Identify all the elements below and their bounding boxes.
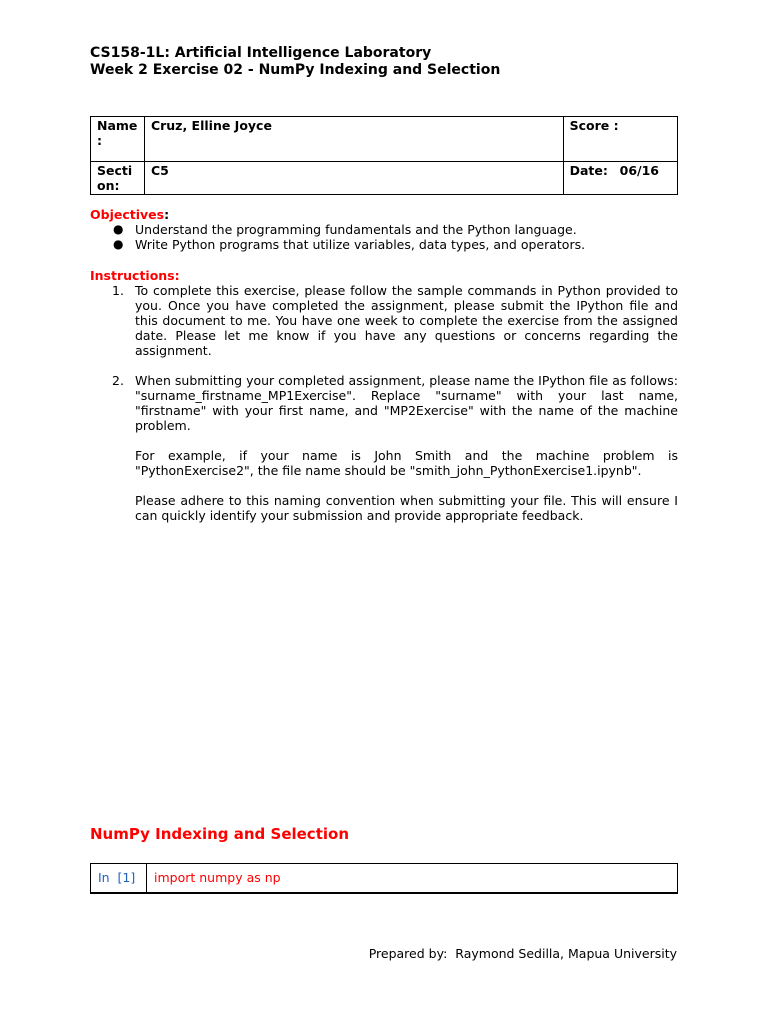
list-item <box>90 222 678 237</box>
objectives-colon: : <box>164 207 170 222</box>
section-value: C5 <box>144 162 563 195</box>
objective-text: Understand the programming fundamentals and the Python language. <box>135 222 577 237</box>
list-item <box>90 283 678 358</box>
code-cell <box>90 863 678 894</box>
bullet-icon: ● <box>113 222 124 236</box>
instruction-paragraph: For example, if your name is John Smith and the machine problem is "PythonExercise2", the file name should be "smith_john_PythonExercise1.ipynb". <box>135 448 678 478</box>
document-header <box>90 45 500 79</box>
table-row <box>91 162 678 195</box>
section-heading: NumPy Indexing and Selection <box>90 825 349 843</box>
date-value: 06/16 <box>619 163 659 178</box>
table-row <box>91 117 678 162</box>
footer-author: Raymond Sedilla, Mapua University <box>455 946 677 961</box>
course-title: CS158-1L: Artificial Intelligence Laboratory <box>90 45 432 61</box>
date-cell <box>563 162 677 195</box>
objective-text: Write Python programs that utilize variables, data types, and operators. <box>135 237 586 252</box>
code-prompt: In [1] <box>91 864 147 892</box>
name-value: Cruz, Elline Joyce <box>144 117 563 162</box>
list-item <box>90 373 678 523</box>
score-cell <box>563 117 677 162</box>
instructions-section <box>90 268 678 523</box>
instruction-paragraph: To complete this exercise, please follow the sample commands in Python provided to you. Once you have completed the assignment, please submit the IPython file and this document to me. You have one week to complete the exercise from the assigned date. Please let me know if you have any questions or concerns regarding the assignment. <box>135 283 678 358</box>
footer-label: Prepared by: <box>368 946 448 961</box>
instructions-heading: Instructions: <box>90 268 180 283</box>
code-text: import numpy as np <box>154 870 281 885</box>
section-label: Section: <box>91 162 145 195</box>
list-item <box>90 237 678 252</box>
instruction-paragraph: Please adhere to this naming convention when submitting your file. This will ensure I can quickly identify your submission and provide appropriate feedback. <box>135 493 678 523</box>
name-label: Name: <box>91 117 145 162</box>
bullet-icon: ● <box>113 237 124 251</box>
student-info-table <box>90 116 678 195</box>
item-number: 1. <box>112 283 124 298</box>
instruction-paragraph: When submitting your completed assignment, please name the IPython file as follows: "surname_firstname_MP1Exercise". Replace "surname" with your last name, "firstname" with your first name, and "MP2Exercise" with the name of the machine problem. <box>135 373 678 433</box>
score-label: Score : <box>569 118 619 133</box>
objectives-heading: Objectives <box>90 207 165 222</box>
objectives-section <box>90 207 678 252</box>
item-number: 2. <box>112 373 124 388</box>
exercise-title: Week 2 Exercise 02 - NumPy Indexing and Selection <box>90 62 501 78</box>
objectives-list <box>90 222 678 252</box>
date-label: Date: <box>569 163 608 178</box>
footer <box>369 946 677 961</box>
